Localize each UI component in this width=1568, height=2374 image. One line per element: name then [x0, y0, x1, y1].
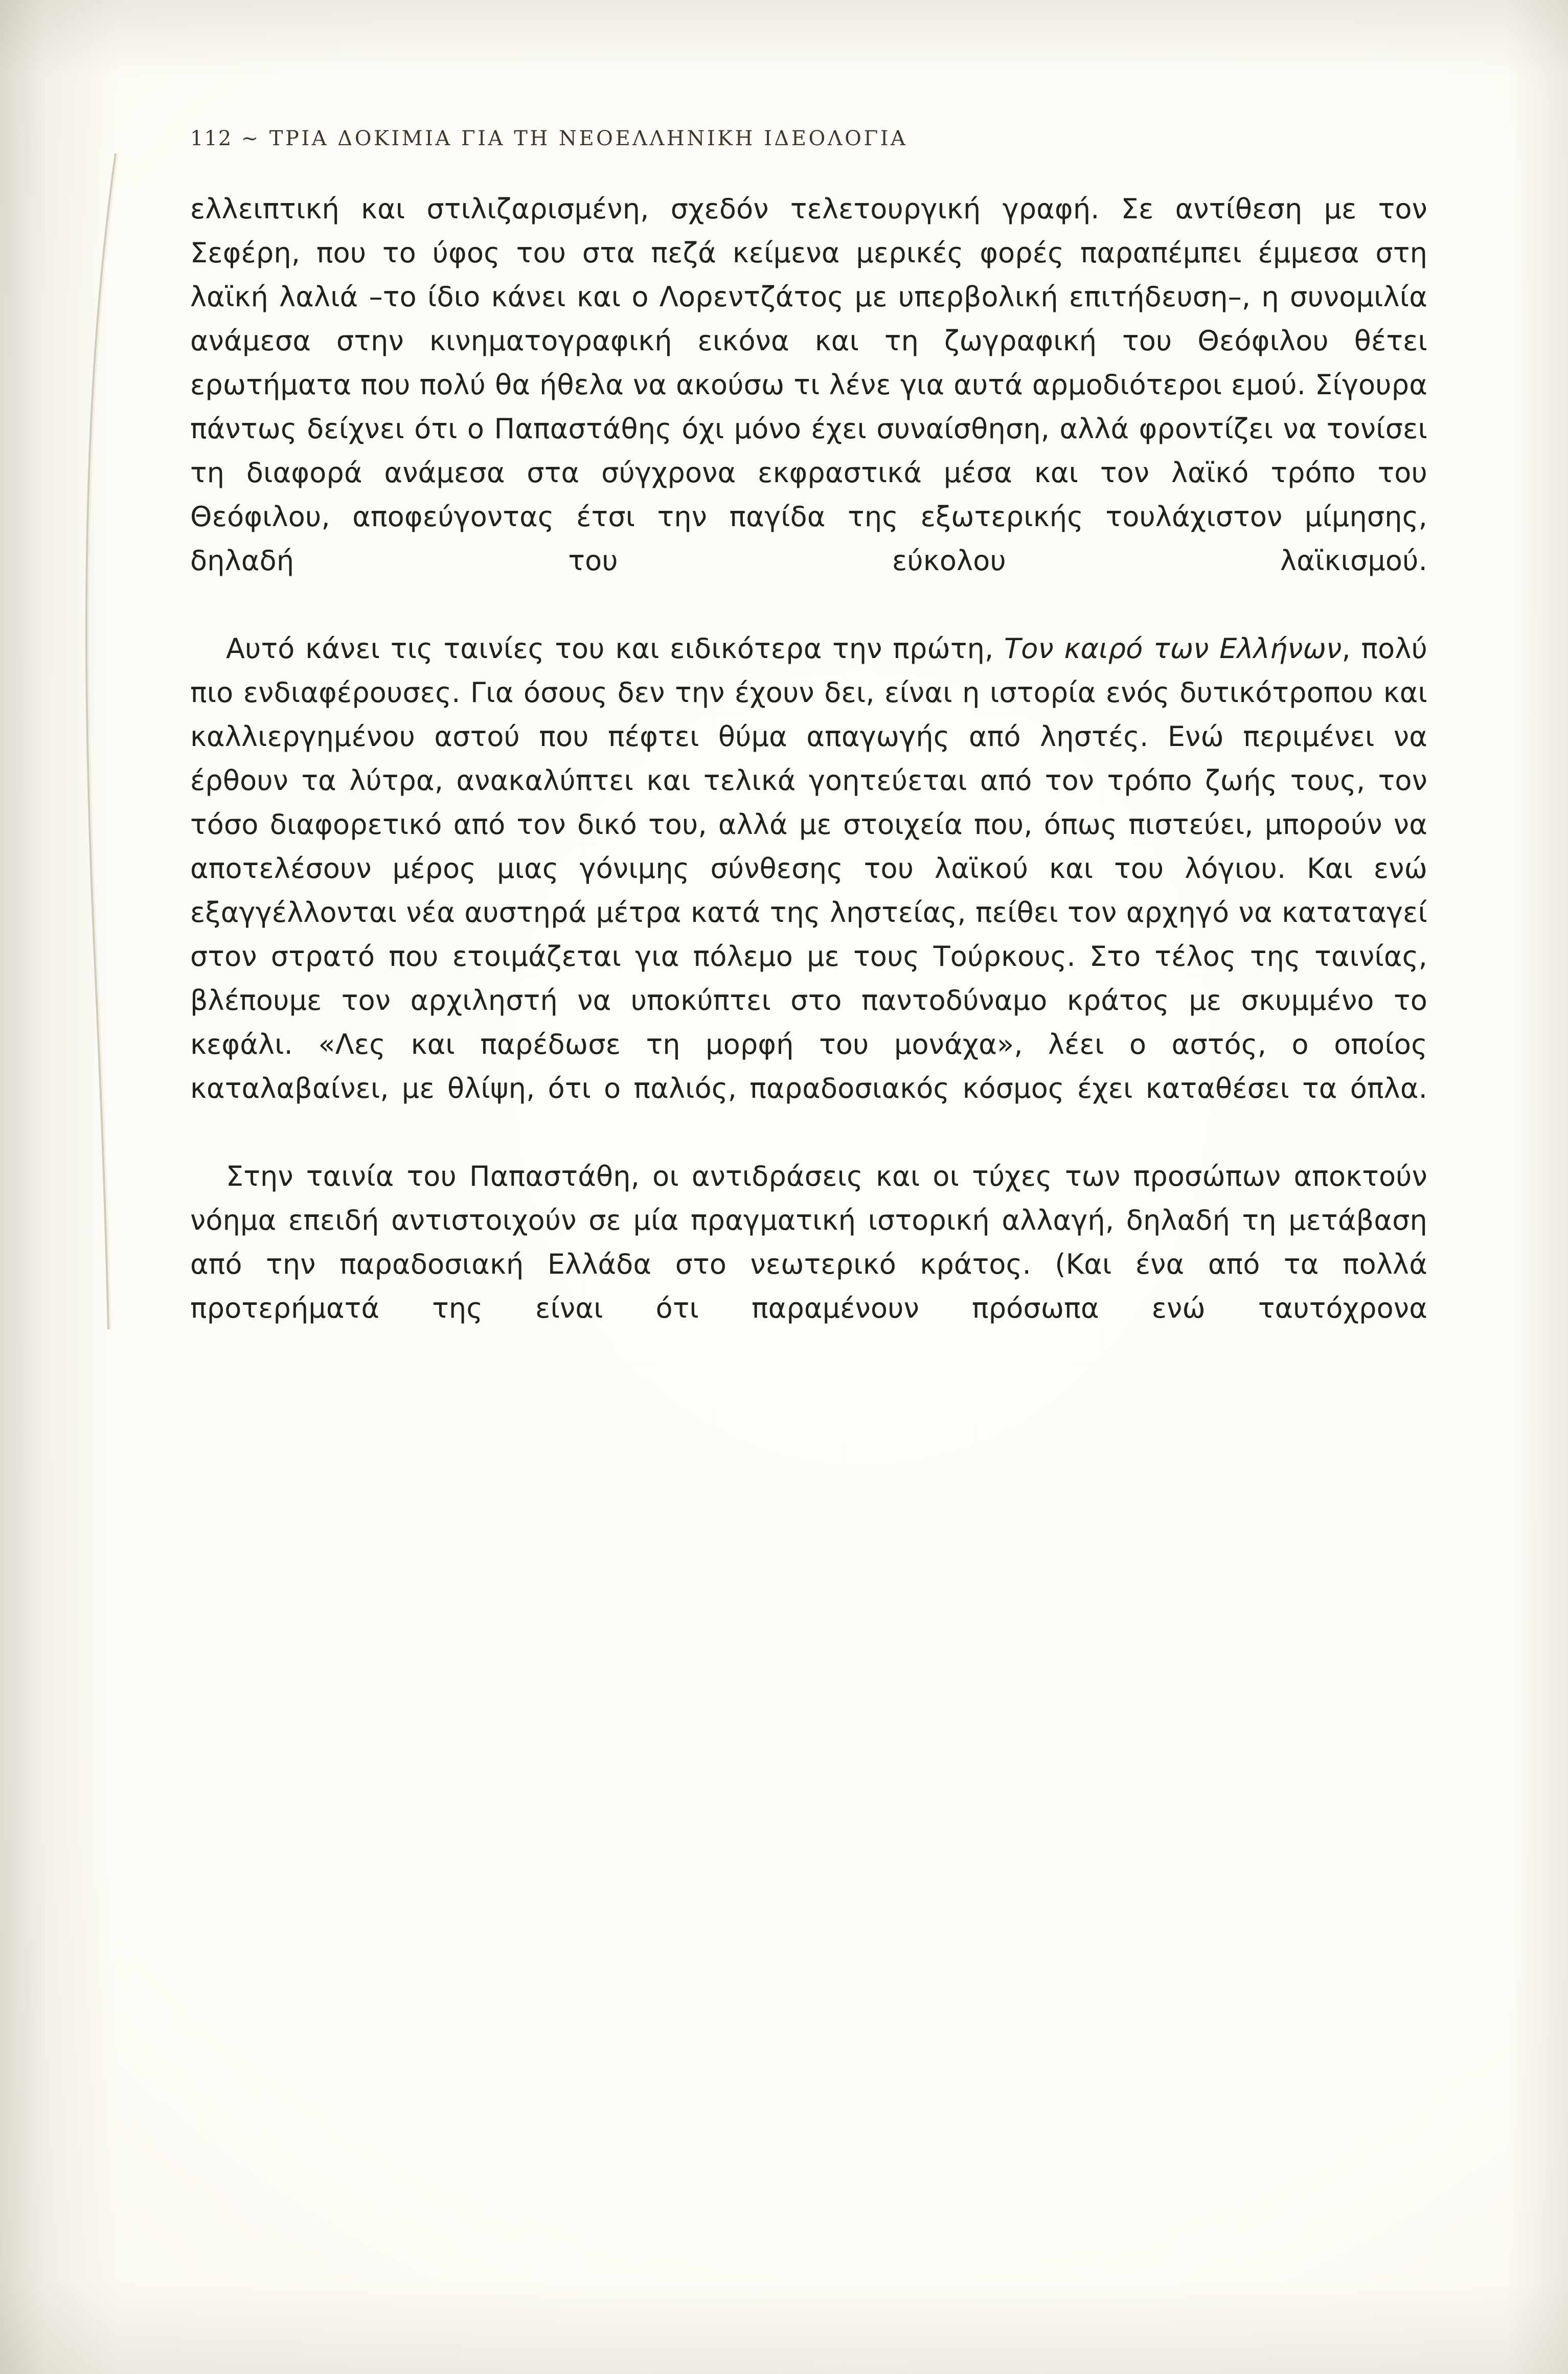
paragraph-2-text-part-2: , πολύ πιο ενδιαφέρουσες. Για όσους δεν την έχουν δει, είναι η ιστορία ενός δυτικότροπου και καλλιεργημένου αστού που πέφτει θύμα απαγωγής από ληστές. Ενώ περιμένει να έρθουν τα λύτρα, ανακαλύπτει και τελικά γοητεύεται από τον τρόπο ζωής τους, τον τόσο διαφορετικό από τον δικό του, αλλά με στοιχεία που, όπως πιστεύει, μπορούν να αποτελέσουν μέρος μιας γόνιμης σύνθεσης του λαϊκού και του λόγιου. Και ενώ εξαγγέλλονται νέα αυστηρά μέτρα κατά της ληστείας, πείθει τον αρχηγό να καταταγεί στον στρατό που ετοιμάζεται για πόλεμο με τους Τούρκους. Στο τέλος της ταινίας, βλέπουμε τον αρχιληστή να υποκύπτει στο παντοδύναμο κράτος με σκυμμένο το κεφάλι. «Λες και παρέδωσε τη μορφή του μονάχα», λέει ο αστός, ο οποίος καταλαβαίνει, με θλίψη, ότι ο παλιός, παραδοσιακός κόσμος έχει καταθέσει τα όπλα. — [190, 632, 1428, 1104]
paragraph-3-text: Στην ταινία του Παπαστάθη, οι αντιδράσεις και οι τύχες των προσώπων αποκτούν νόημα επειδή αντιστοιχούν σε μία πραγματική ιστορική αλλαγή, δηλαδή τη μετάβαση από την παραδοσιακή Ελλάδα στο νεωτερικό κράτος. (Και ένα από τα πολλά προτερήματά της είναι ότι παραμένουν πρόσωπα ενώ ταυτόχρονα — [190, 1160, 1427, 1324]
paragraph-2-text-part-1: Αυτό κάνει τις ταινίες του και ειδικότερα την πρώτη, — [226, 632, 1005, 665]
paragraph-1-text: ελλειπτική και στιλιζαρισμένη, σχεδόν τελετουργική γραφή. Σε αντίθεση με τον Σεφέρη, που το ύφος του στα πεζά κείμενα μερικές φορές παραπέμπει έμμεσα στη λαϊκή λαλιά –το ίδιο κάνει και ο Λορεντζάτος με υπερβολική επιτήδευση–, η συνομιλία ανάμεσα στην κινηματογραφική εικόνα και τη ζωγραφική του Θεόφιλου θέτει ερωτήματα που πολύ θα ήθελα να ακούσω τι λένε για αυτά αρμοδιότεροι εμού. Σίγουρα πάντως δείχνει ότι ο Παπαστάθης όχι μόνο έχει συναίσθηση, αλλά φροντίζει να τονίσει τη διαφορά ανάμεσα στα σύγχρονα εκφραστικά μέσα και τον λαϊκό τρόπο του Θεόφιλου, αποφεύγοντας έτσι την παγίδα της εξωτερικής τουλάχιστον μίμησης, δηλαδή του εύκολου λαϊκισμού. — [190, 193, 1427, 577]
paragraph-2 — [190, 627, 1427, 1155]
page-number: 112 — [190, 127, 233, 150]
page-top-shading — [0, 0, 1568, 77]
page-right-shading — [1507, 0, 1568, 2374]
running-head-title: ΤΡΙΑ ΔΟΚΙΜΙΑ ΓΙΑ ΤΗ ΝΕΟΕΛΛΗΝΙΚΗ ΙΔΕΟΛΟΓΙΑ — [269, 127, 908, 150]
paragraph-3 — [190, 1155, 1427, 1374]
paragraph-1 — [190, 187, 1427, 627]
paper-fiber-artifact — [66, 153, 148, 1329]
running-head — [190, 127, 1427, 150]
film-title-italic: Τον καιρό των Ελλήνων — [1004, 632, 1342, 665]
page-gutter-shading — [0, 0, 118, 2374]
running-head-separator: ~ — [241, 127, 261, 150]
page-bottom-shading — [0, 2282, 1568, 2374]
page-text-column — [190, 127, 1427, 1374]
